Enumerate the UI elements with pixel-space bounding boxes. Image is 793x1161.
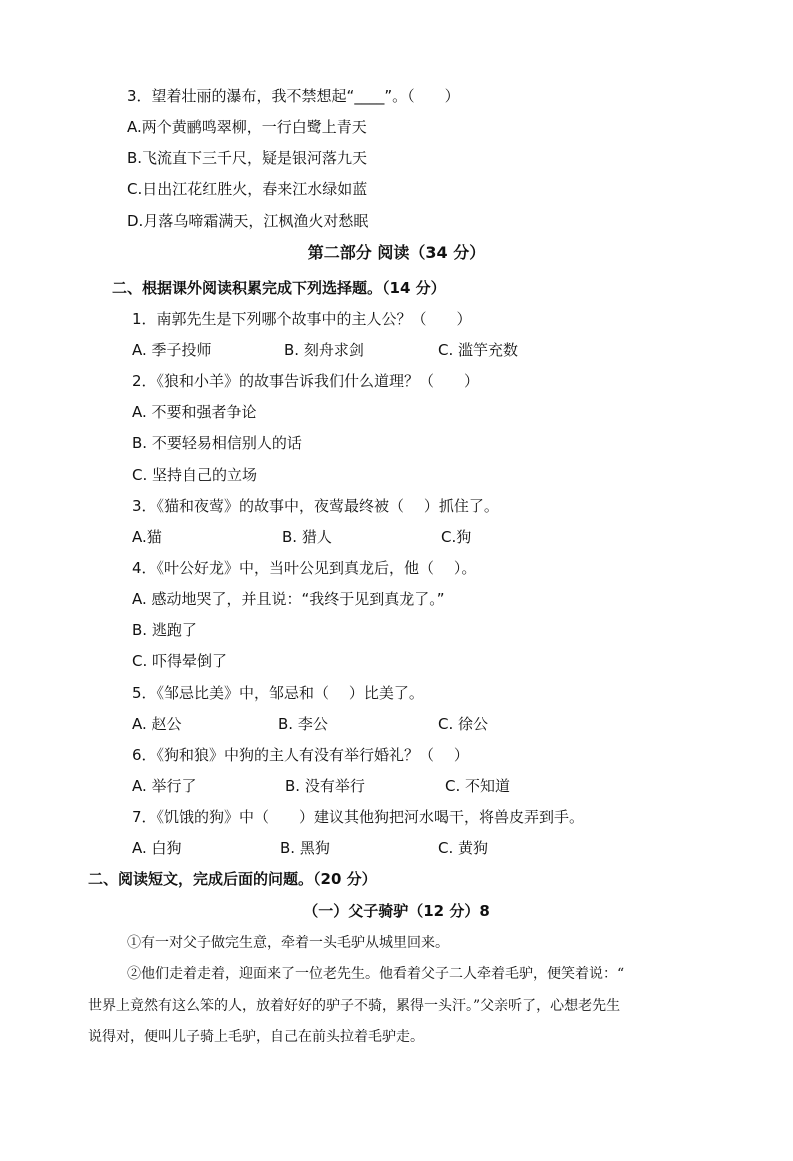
question-stem: 5．《邹忌比美》中，邹忌和（ ）比美了。 — [132, 684, 424, 702]
option-b: B. 没有举行 — [285, 777, 365, 795]
option-b: B. 黑狗 — [280, 839, 330, 857]
part-title: 第二部分 阅读（34 分） — [307, 243, 486, 262]
option-a: A.两个黄鹂鸣翠柳，一行白鹭上青天 — [127, 118, 367, 136]
option-a: A. 赵公 — [132, 715, 182, 733]
option-c: C. 不知道 — [445, 777, 511, 795]
question-stem: 3．《猫和夜莺》的故事中，夜莺最终被（ ）抓住了。 — [132, 497, 499, 515]
option-a: A. 白狗 — [132, 839, 182, 857]
question-stem: 2．《狼和小羊》的故事告诉我们什么道理？（ ） — [132, 372, 480, 390]
question-stem: 4．《叶公好龙》中，当叶公见到真龙后，他（ ）。 — [132, 559, 477, 577]
passage-paragraph: 说得对，便叫儿子骑上毛驴，自己在前头拉着毛驴走。 — [88, 1029, 424, 1045]
option-c: C. 徐公 — [438, 715, 489, 733]
option-a: A. 不要和强者争论 — [132, 403, 257, 421]
question-stem: 3．望着壮丽的瀑布，我不禁想起“____”。（ ） — [127, 87, 460, 105]
option-b: B. 李公 — [278, 715, 328, 733]
option-b: B.飞流直下三千尺，疑是银河落九天 — [127, 149, 368, 167]
section-header: 二、阅读短文，完成后面的问题。（20 分） — [88, 870, 377, 888]
option-a: A.猫 — [132, 528, 162, 546]
passage-paragraph: ②他们走着走着，迎面来了一位老先生。他看着父子二人牵着毛驴，便笑着说：“ — [127, 966, 625, 982]
option-a: A. 感动地哭了，并且说：“我终于见到真龙了。” — [132, 590, 445, 608]
option-a: A. 季子投师 — [132, 341, 212, 359]
option-d: D.月落乌啼霜满天，江枫渔火对愁眠 — [127, 212, 369, 230]
option-c: C.日出江花红胜火，春来江水绿如蓝 — [127, 180, 368, 198]
passage-paragraph: ①有一对父子做完生意，牵着一头毛驴从城里回来。 — [127, 935, 449, 951]
question-stem: 1．南郭先生是下列哪个故事中的主人公？（ ） — [132, 310, 472, 328]
option-a: A. 举行了 — [132, 777, 197, 795]
section-header: 二、根据课外阅读积累完成下列选择题。（14 分） — [112, 279, 446, 297]
option-b: B. 逃跑了 — [132, 621, 197, 639]
option-c: C. 坚持自己的立场 — [132, 466, 258, 484]
option-c: C. 滥竽充数 — [438, 341, 519, 359]
option-c: C.狗 — [441, 528, 472, 546]
option-b: B. 不要轻易相信别人的话 — [132, 434, 302, 452]
option-b: B. 刻舟求剑 — [284, 341, 364, 359]
option-c: C. 黄狗 — [438, 839, 489, 857]
passage-title: （一）父子骑驴（12 分）8 — [303, 902, 490, 920]
question-stem: 6．《狗和狼》中狗的主人有没有举行婚礼？（ ） — [132, 746, 469, 764]
passage-paragraph: 世界上竟然有这么笨的人，放着好好的驴子不骑，累得一头汗。”父亲听了，心想老先生 — [88, 998, 621, 1014]
option-b: B. 猎人 — [282, 528, 332, 546]
option-c: C. 吓得晕倒了 — [132, 652, 228, 670]
question-stem: 7．《饥饿的狗》中（ ）建议其他狗把河水喝干，将兽皮弄到手。 — [132, 808, 585, 826]
